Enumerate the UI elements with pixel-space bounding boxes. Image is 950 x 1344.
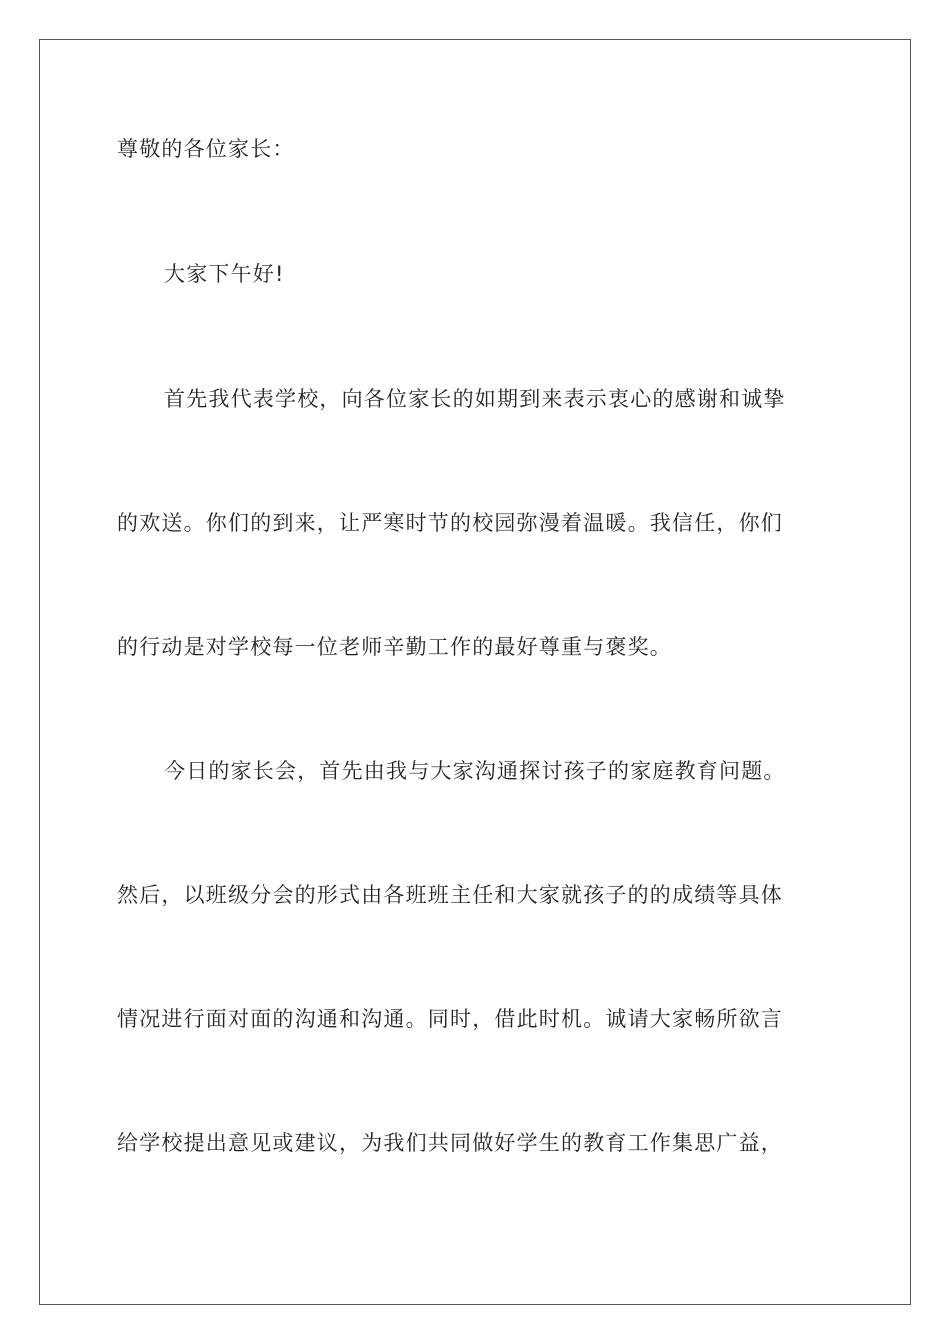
paragraph-2-line-2: 然后，以班级分会的形式由各班班主任和大家就孩子的的成绩等具体 xyxy=(117,883,783,907)
paragraph-2-line-4: 给学校提出意见或建议，为我们共同做好学生的教育工作集思广益， xyxy=(117,1131,783,1155)
paragraph-1-line-3: 的行动是对学校每一位老师辛勤工作的最好尊重与褒奖。 xyxy=(117,635,672,659)
paragraph-2-line-3: 情况进行面对面的沟通和沟通。同时，借此时机。诚请大家畅所欲言 xyxy=(117,1007,783,1031)
page-border xyxy=(39,39,911,1305)
paragraph-1-line-1: 首先我代表学校，向各位家长的如期到来表示衷心的感谢和诚挚 xyxy=(164,387,786,411)
paragraph-2-line-1: 今日的家长会，首先由我与大家沟通探讨孩子的家庭教育问题。 xyxy=(164,759,786,783)
paragraph-1-line-2: 的欢送。你们的到来，让严寒时节的校园弥漫着温暖。我信任，你们 xyxy=(117,511,783,535)
greeting: 大家下午好! xyxy=(164,262,285,286)
salutation: 尊敬的各位家长： xyxy=(117,137,295,161)
